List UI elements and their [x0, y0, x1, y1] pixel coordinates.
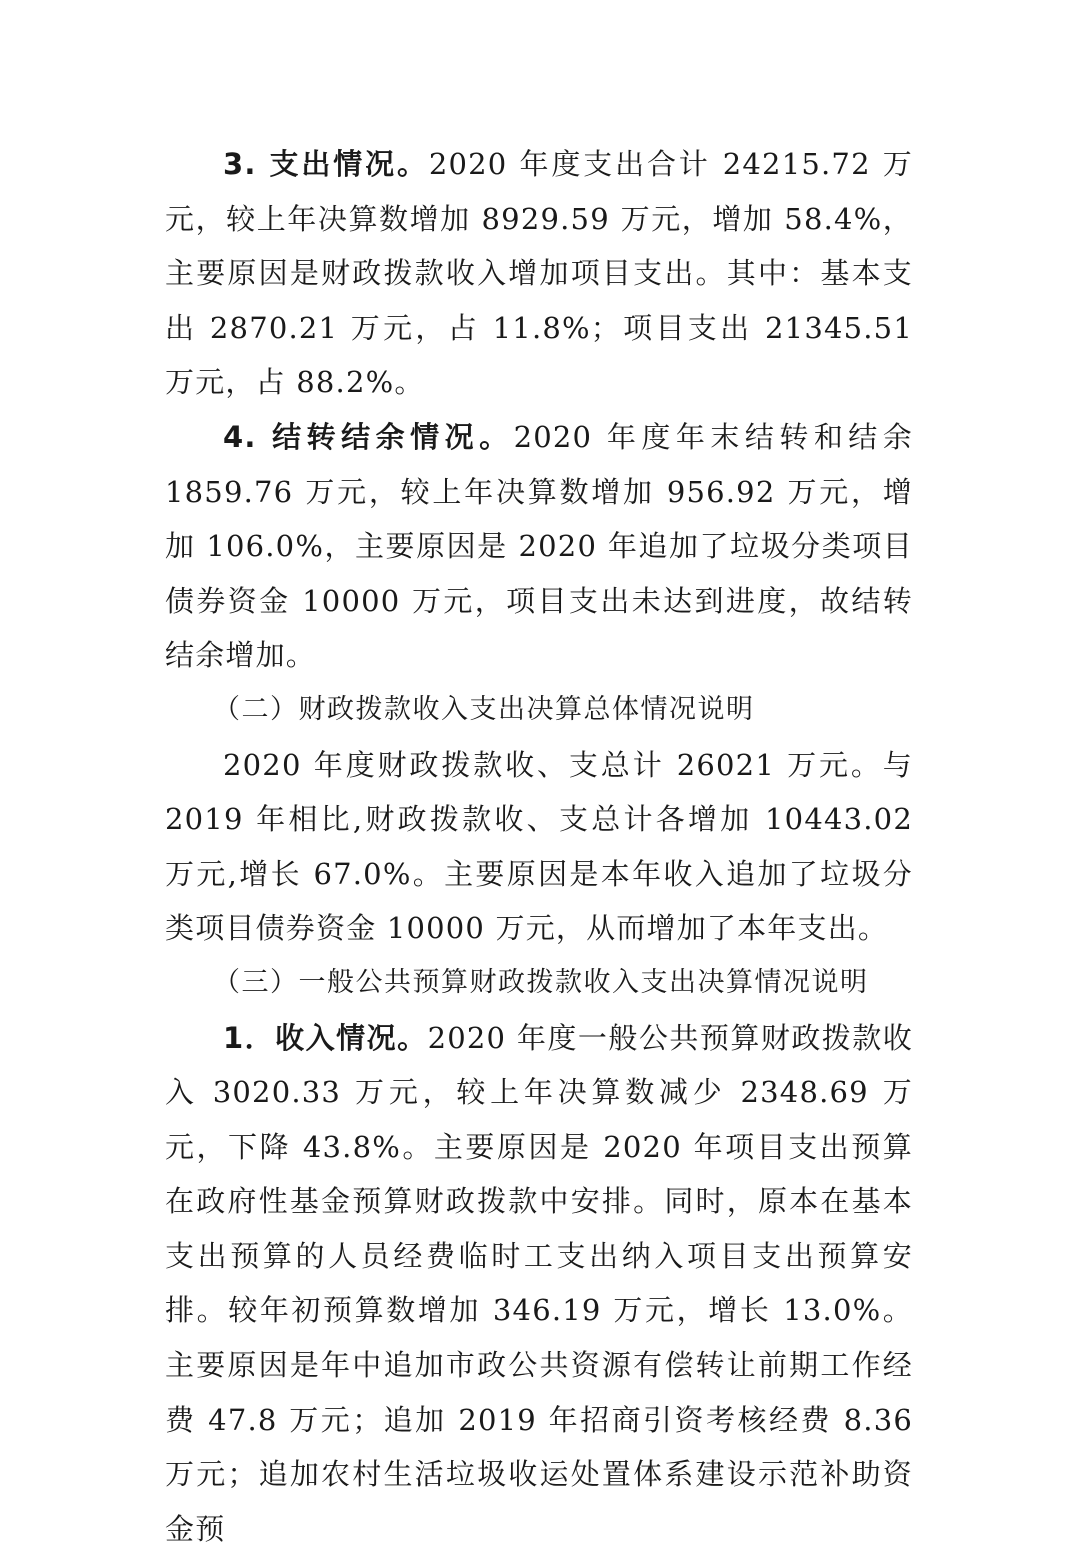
section-heading: （二）财政拨款收入支出决算总体情况说明 [165, 683, 913, 738]
paragraph-lead: 3. 支出情况。 [223, 147, 429, 181]
paragraph-lead: 1．收入情况。 [223, 1021, 428, 1055]
paragraph-income [165, 1011, 913, 1556]
paragraph-lead: 4. 结转结余情况。 [223, 420, 514, 454]
section-heading: （三）一般公共预算财政拨款收入支出决算情况说明 [165, 956, 913, 1011]
paragraph-text: 2020 年度一般公共预算财政拨款收入 3020.33 万元，较上年决算数减少 2348.69 万元，下降 43.8%。主要原因是 2020 年项目支出预算在政府性基金预算财政拨款中安排。同时，原本在基本支出预算的人员经费临时工支出纳入项目支出预算安排。较年初预算数增加 346.19 万元，增长 13.0%。主要原因是年中追加市政公共资源有偿转让前期工作经费 47.8 万元；追加 2019 年招商引资考核经费 8.36 万元；追加农村生活垃圾收运处置体系建设示范补助资金预 [165, 1021, 913, 1546]
paragraph-carryover [165, 410, 913, 683]
paragraph-text: 2020 年度年末结转和结余 1859.76 万元，较上年决算数增加 956.92 万元，增加 106.0%，主要原因是 2020 年追加了垃圾分类项目债券资金 10000 万元，项目支出未达到进度，故结转结余增加。 [165, 420, 913, 672]
paragraph-expenditure [165, 137, 913, 410]
paragraph-text: 2020 年度支出合计 24215.72 万元，较上年决算数增加 8929.59 万元，增加 58.4%，主要原因是财政拨款收入增加项目支出。其中：基本支出 2870.21 万元，占 11.8%；项目支出 21345.51 万元，占 88.2%。 [165, 147, 913, 399]
document-body [165, 137, 913, 1556]
paragraph-fiscal-total: 2020 年度财政拨款收、支总计 26021 万元。与 2019 年相比,财政拨款收、支总计各增加 10443.02 万元,增长 67.0%。主要原因是本年收入追加了垃圾分类项目债券资金 10000 万元，从而增加了本年支出。 [165, 738, 913, 956]
